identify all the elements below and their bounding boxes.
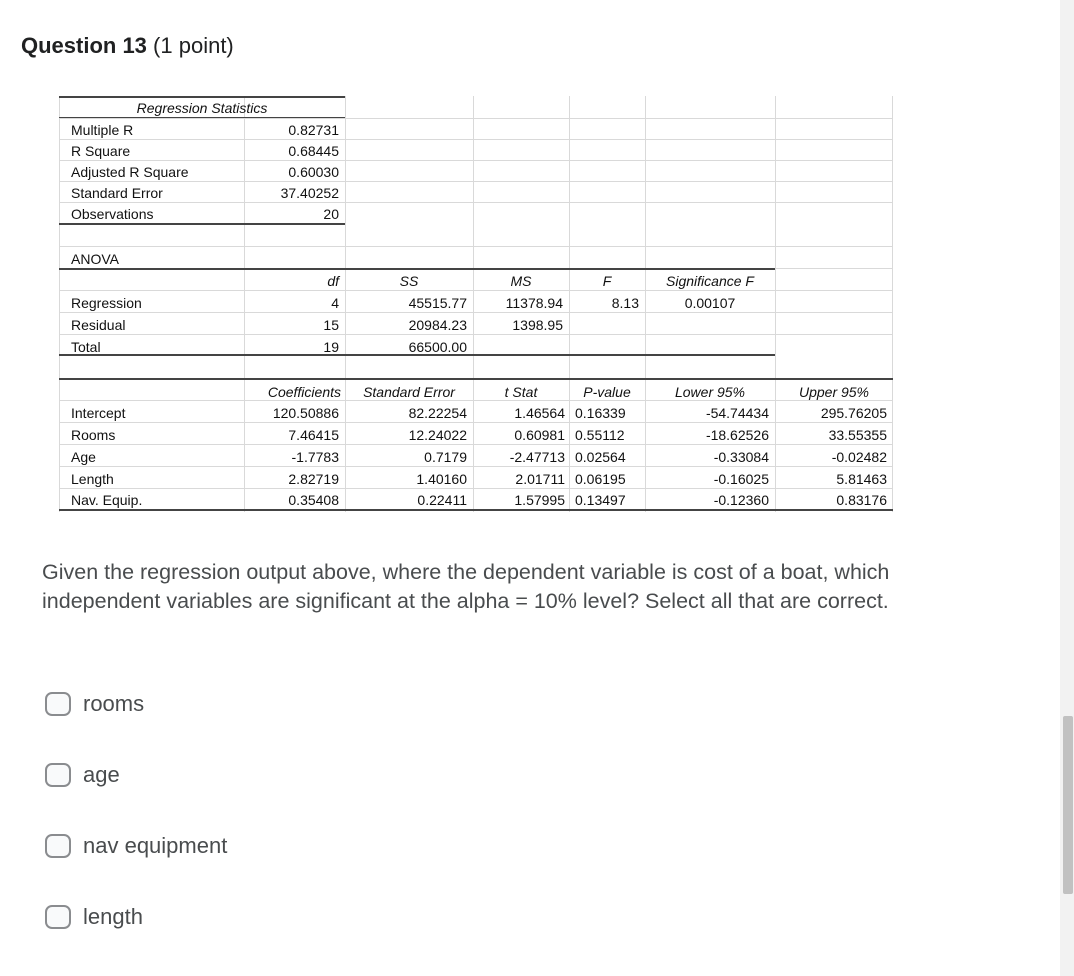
tstat-value: 0.60981 [514, 427, 565, 443]
reg-stat-value: 37.40252 [280, 185, 339, 201]
lower95: -0.33084 [713, 449, 769, 465]
upper95: 295.76205 [820, 405, 887, 421]
anova-ms: 11378.94 [505, 295, 563, 311]
coef-value: -1.7783 [291, 449, 339, 465]
tstat-value: 1.57995 [514, 492, 565, 508]
anova-header-ss: SS [399, 273, 419, 289]
se-value: 0.7179 [424, 449, 467, 465]
upper95: 5.81463 [836, 471, 887, 487]
question-title: Question 13 [21, 33, 147, 58]
coef-value: 0.35408 [288, 492, 339, 508]
anova-ss: 66500.00 [408, 339, 467, 355]
anova-f: 8.13 [611, 295, 639, 311]
anova-ss: 20984.23 [408, 317, 467, 333]
checkbox[interactable] [45, 763, 71, 787]
anova-header-sigf: Significance F [666, 273, 754, 289]
lower95: -0.12360 [713, 492, 769, 508]
reg-stat-label: R Square [71, 143, 131, 159]
tstat-value: -2.47713 [509, 449, 565, 465]
checkbox[interactable] [45, 834, 71, 858]
choice-rooms[interactable] [45, 690, 144, 718]
reg-stat-value: 0.60030 [288, 164, 339, 180]
coef-value: 2.82719 [288, 471, 339, 487]
choice-label: rooms [83, 691, 145, 716]
question-points: (1 point) [153, 33, 234, 58]
upper95: 0.83176 [836, 492, 887, 508]
lower95: -18.62526 [705, 427, 769, 443]
se-value: 82.22254 [408, 405, 467, 421]
pvalue: 0.16339 [575, 405, 626, 421]
anova-title: ANOVA [71, 251, 119, 267]
lower95: -54.74434 [705, 405, 769, 421]
tstat-value: 1.46564 [514, 405, 565, 421]
coef-value: 7.46415 [288, 427, 339, 443]
upper95: -0.02482 [831, 449, 887, 465]
anova-row-label: Regression [71, 295, 142, 311]
reg-stat-value: 20 [323, 206, 339, 222]
lower95: -0.16025 [713, 471, 769, 487]
coef-header: P-value [583, 384, 631, 400]
coef-header: t Stat [504, 384, 538, 400]
reg-stat-label: Observations [71, 206, 154, 222]
coef-header: Lower 95% [674, 384, 746, 400]
question-prompt: Given the regression output above, where the dependent variable is cost of a boat, which independent variables are significant at the alpha = 10% level? Select all that are correct. [42, 560, 890, 613]
pvalue: 0.02564 [575, 449, 626, 465]
coef-row-label: Age [71, 449, 96, 465]
coef-row-label: Length [71, 471, 114, 487]
se-value: 12.24022 [408, 427, 467, 443]
choice-label: nav equipment [83, 833, 228, 858]
anova-df: 15 [323, 317, 339, 333]
se-value: 1.40160 [416, 471, 467, 487]
choice-label: length [83, 904, 143, 929]
coef-value: 120.50886 [272, 405, 339, 421]
anova-header-df: df [327, 273, 339, 289]
choice-length[interactable] [45, 903, 143, 931]
choice-nav-equipment[interactable] [45, 832, 227, 860]
upper95: 33.55355 [828, 427, 887, 443]
choice-age[interactable] [45, 761, 120, 789]
regression-output-image [59, 96, 893, 512]
coef-header: Coefficients [267, 384, 341, 400]
reg-stats-title: Regression Statistics [136, 100, 268, 116]
reg-stat-label: Adjusted R Square [71, 164, 189, 180]
question-header [21, 33, 234, 59]
tstat-value: 2.01711 [515, 471, 565, 487]
reg-stat-label: Multiple R [71, 122, 134, 138]
coef-header: Standard Error [363, 384, 455, 400]
checkbox[interactable] [45, 692, 71, 716]
coef-row-label: Rooms [71, 427, 116, 443]
anova-df: 19 [323, 339, 339, 355]
choice-label: age [83, 762, 120, 787]
anova-ms: 1398.95 [512, 317, 563, 333]
anova-df: 4 [331, 295, 339, 311]
reg-stat-value: 0.82731 [288, 122, 339, 138]
anova-header-ms: MS [510, 273, 532, 289]
coef-row-label: Intercept [71, 405, 126, 421]
anova-sigf: 0.00107 [684, 295, 736, 311]
coef-row-label: Nav. Equip. [71, 492, 143, 508]
anova-header-f: F [602, 273, 612, 289]
scrollbar-thumb[interactable] [1063, 716, 1073, 894]
se-value: 0.22411 [417, 492, 467, 508]
reg-stat-label: Standard Error [71, 185, 163, 201]
pvalue: 0.13497 [575, 492, 626, 508]
checkbox[interactable] [45, 905, 71, 929]
anova-row-label: Residual [71, 317, 126, 333]
pvalue: 0.06195 [575, 471, 626, 487]
reg-stat-value: 0.68445 [288, 143, 339, 159]
anova-ss: 45515.77 [408, 295, 467, 311]
coef-header: Upper 95% [798, 384, 870, 400]
pvalue: 0.55112 [575, 427, 625, 443]
anova-row-label: Total [71, 339, 101, 355]
